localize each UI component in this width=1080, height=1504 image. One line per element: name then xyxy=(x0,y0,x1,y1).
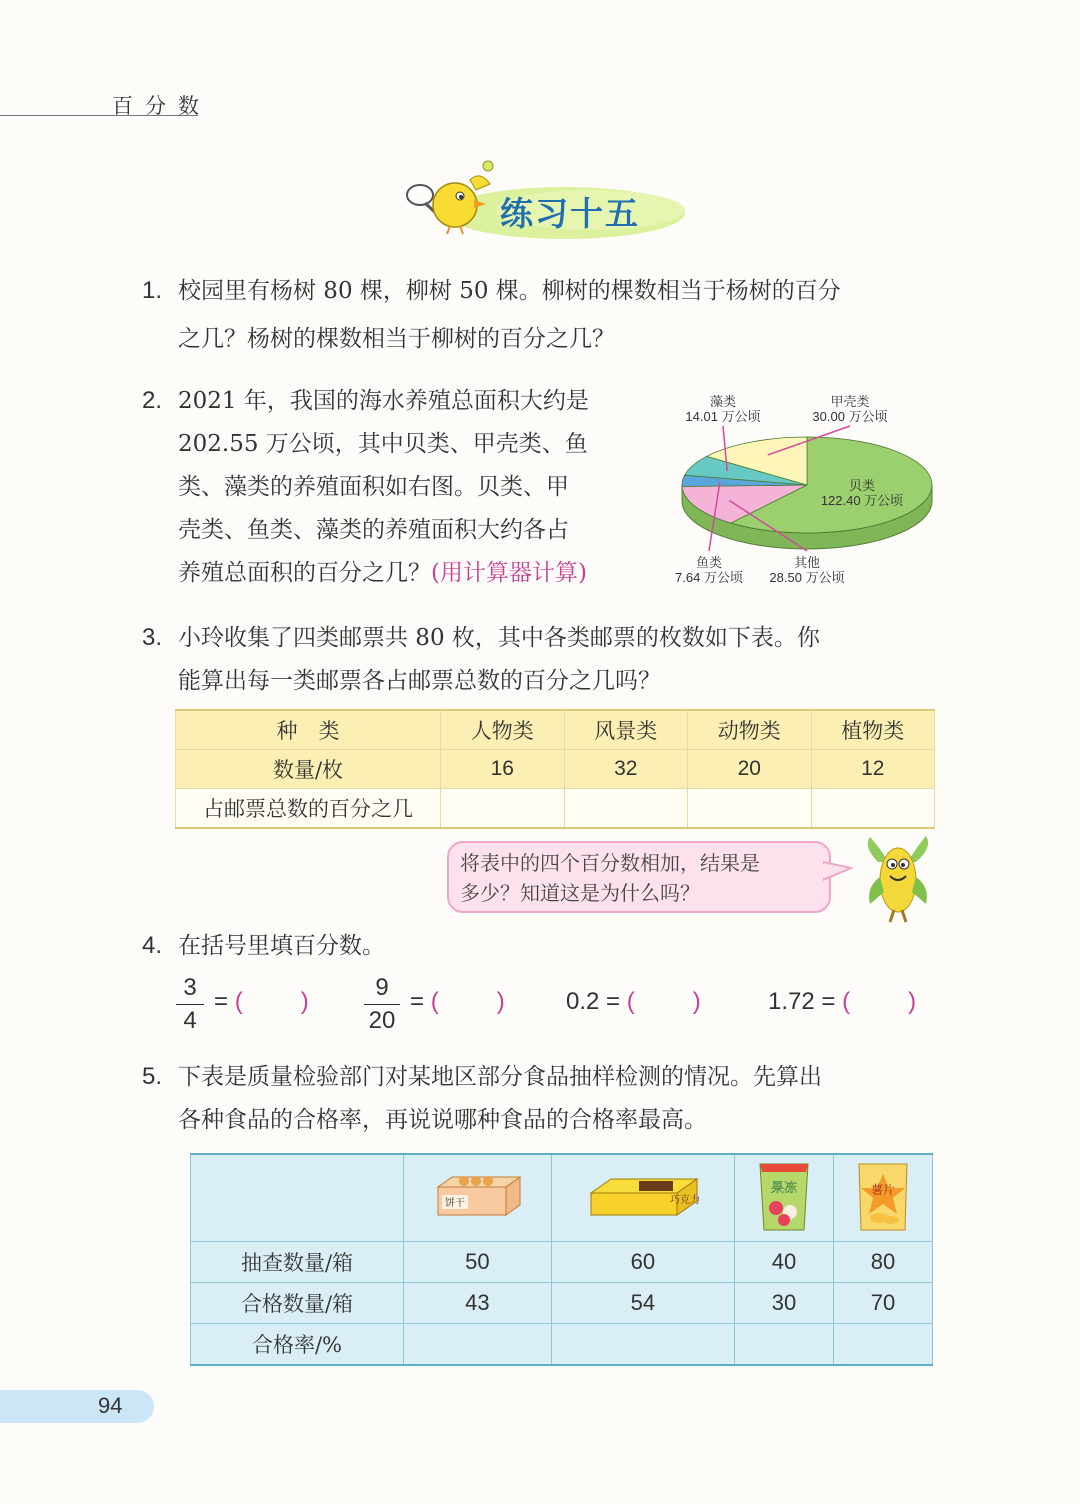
header-rule xyxy=(0,115,198,116)
biscuit-label: 饼干 xyxy=(445,1198,466,1209)
pass-rate-value xyxy=(834,1324,933,1366)
header-category: 种 类 xyxy=(176,710,441,750)
label-algae-name: 藻类 xyxy=(709,394,737,409)
chocolate-label: 巧克力 xyxy=(669,1195,699,1206)
paren-open: ( xyxy=(626,988,635,1015)
exercise-title: 练习十五 xyxy=(500,194,640,233)
header-plants: 植物类 xyxy=(811,710,935,750)
q4-number: 4. xyxy=(142,932,163,959)
q2-line4: 壳类、鱼类、藻类的养殖面积大约各占 xyxy=(178,517,569,543)
percent-cell xyxy=(811,789,935,829)
table-row xyxy=(176,710,935,750)
table-row xyxy=(191,1242,933,1283)
aquaculture-pie-chart xyxy=(665,390,950,590)
bubble-line2: 多少？知道这是为什么吗？ xyxy=(460,881,700,905)
q5-line2: 各种食品的合格率，再说说哪种食品的合格率最高。 xyxy=(178,1107,707,1133)
table-row xyxy=(176,750,935,789)
paren-open: ( xyxy=(842,988,851,1015)
header-scenery: 风景类 xyxy=(564,710,688,750)
page-number-tab xyxy=(0,1390,154,1423)
equals: = xyxy=(214,988,229,1015)
fraction-9-20 xyxy=(364,974,400,1035)
q2-line5-text: 养殖总面积的百分之几？ xyxy=(178,560,431,586)
bubble-text xyxy=(460,848,820,908)
paren-close: ) xyxy=(300,988,309,1015)
count-people: 16 xyxy=(441,750,565,789)
q2-line2: 202.55 万公顷，其中贝类、甲壳类、鱼 xyxy=(178,431,588,457)
label-crustacean-value: 30.00 万公顷 xyxy=(812,409,888,424)
fraction-3-4 xyxy=(176,974,204,1035)
table-row xyxy=(191,1324,933,1366)
label-shellfish-value: 122.40 万公顷 xyxy=(820,493,904,508)
percent-cell xyxy=(688,789,812,829)
food-chips xyxy=(834,1154,933,1242)
row-label-pass-rate: 合格率/% xyxy=(191,1324,404,1366)
count-animals: 20 xyxy=(688,750,812,789)
q5-number: 5. xyxy=(142,1063,163,1090)
jelly-bag-icon xyxy=(754,1158,814,1234)
qualified-value: 43 xyxy=(404,1283,552,1324)
label-fish-value: 7.64 万公顷 xyxy=(675,570,743,585)
chick-mascot-icon xyxy=(400,160,500,235)
denominator: 20 xyxy=(368,1007,396,1034)
paren-close: ) xyxy=(496,988,505,1015)
chips-label: 薯片 xyxy=(870,1183,896,1197)
pass-rate-value xyxy=(735,1324,834,1366)
q3-number: 3. xyxy=(142,624,163,651)
numerator: 9 xyxy=(375,974,389,1001)
q3-line2: 能算出每一类邮票各占邮票总数的百分之几吗？ xyxy=(178,668,661,694)
label-shellfish-name: 贝类 xyxy=(848,478,876,493)
q2-line5 xyxy=(178,549,587,597)
label-other-name: 其他 xyxy=(793,555,821,570)
percent-cell xyxy=(441,789,565,829)
chocolate-box-icon xyxy=(587,1173,699,1219)
row-label-sampled: 抽查数量/箱 xyxy=(191,1242,404,1283)
equals: = xyxy=(606,988,621,1015)
fraction-bar xyxy=(176,1004,204,1005)
bubble-tail xyxy=(823,860,853,884)
q1-line2: 之几？杨树的棵数相当于柳树的百分之几？ xyxy=(178,326,615,352)
blank-1[interactable] xyxy=(214,988,309,1016)
qualified-value: 54 xyxy=(551,1283,734,1324)
paren-open: ( xyxy=(430,988,439,1015)
corner-cell xyxy=(191,1154,404,1242)
section-title: 百分数 xyxy=(112,94,211,118)
stamp-table xyxy=(175,709,935,829)
qualified-value: 70 xyxy=(834,1283,933,1324)
count-plants: 12 xyxy=(811,750,935,789)
q1-line1: 校园里有杨树 80 棵，柳树 50 棵。柳树的棵数相当于杨树的百分 xyxy=(178,278,841,304)
sampled-value: 40 xyxy=(735,1242,834,1283)
q3-line1: 小玲收集了四类邮票共 80 枚，其中各类邮票的枚数如下表。你 xyxy=(178,625,820,651)
percent-cell xyxy=(564,789,688,829)
q4-text: 在括号里填百分数。 xyxy=(178,933,385,959)
qualified-value: 30 xyxy=(735,1283,834,1324)
blank-3[interactable] xyxy=(566,988,701,1016)
q2-number: 2. xyxy=(142,387,163,414)
table-row xyxy=(191,1283,933,1324)
numerator: 3 xyxy=(183,974,197,1001)
calculator-note: (用计算器计算) xyxy=(431,560,587,586)
label-crustacean-name: 甲壳类 xyxy=(830,394,870,409)
table-row xyxy=(176,789,935,829)
q1-number: 1. xyxy=(142,277,163,304)
pass-rate-value xyxy=(404,1324,552,1366)
chips-bag-icon xyxy=(853,1158,913,1234)
label-other-value: 28.50 万公顷 xyxy=(769,570,845,585)
page-number: 94 xyxy=(98,1393,123,1418)
decimal-value: 0.2 xyxy=(566,988,600,1015)
paren-close: ) xyxy=(908,988,917,1015)
q5-line1: 下表是质量检验部门对某地区部分食品抽样检测的情况。先算出 xyxy=(178,1064,822,1090)
q2-line1: 2021 年，我国的海水养殖总面积大约是 xyxy=(178,388,589,414)
count-scenery: 32 xyxy=(564,750,688,789)
row-label-count: 数量/枚 xyxy=(176,750,441,789)
jelly-label: 果冻 xyxy=(770,1181,798,1196)
corn-mascot-icon xyxy=(858,832,938,924)
row-label-qualified: 合格数量/箱 xyxy=(191,1283,404,1324)
header-people: 人物类 xyxy=(441,710,565,750)
table-row xyxy=(191,1154,933,1242)
equals: = xyxy=(821,988,836,1015)
q2-line3: 类、藻类的养殖面积如右图。贝类、甲 xyxy=(178,474,569,500)
sampled-value: 60 xyxy=(551,1242,734,1283)
food-inspection-table xyxy=(190,1153,933,1366)
bubble-line1: 将表中的四个百分数相加，结果是 xyxy=(460,851,760,875)
header-animals: 动物类 xyxy=(688,710,812,750)
paren-open: ( xyxy=(234,988,243,1015)
row-label-percent: 占邮票总数的百分之几 xyxy=(176,789,441,829)
paren-close: ) xyxy=(692,988,701,1015)
food-chocolate xyxy=(551,1154,734,1242)
blank-2[interactable] xyxy=(410,988,505,1016)
blank-4[interactable] xyxy=(768,988,916,1016)
label-algae-value: 14.01 万公顷 xyxy=(685,409,761,424)
biscuit-box-icon xyxy=(432,1173,522,1219)
decimal-value: 1.72 xyxy=(768,988,815,1015)
pass-rate-value xyxy=(551,1324,734,1366)
label-fish-name: 鱼类 xyxy=(695,555,723,570)
denominator: 4 xyxy=(183,1007,197,1034)
sampled-value: 80 xyxy=(834,1242,933,1283)
food-jelly xyxy=(735,1154,834,1242)
fraction-bar xyxy=(364,1004,400,1005)
food-biscuit xyxy=(404,1154,552,1242)
sampled-value: 50 xyxy=(404,1242,552,1283)
equals: = xyxy=(410,988,425,1015)
